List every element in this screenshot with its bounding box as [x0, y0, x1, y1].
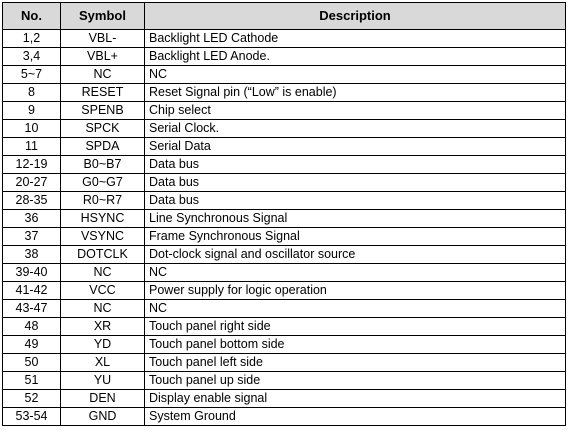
table-row: [3, 246, 566, 264]
table-row: [3, 408, 566, 426]
pin-number-cell: 48: [3, 318, 61, 336]
pin-description-cell: Line Synchronous Signal: [145, 210, 566, 228]
pin-description-cell: Data bus: [145, 156, 566, 174]
pin-description-cell: Display enable signal: [145, 390, 566, 408]
pin-description-cell: Frame Synchronous Signal: [145, 228, 566, 246]
pin-symbol-cell: SPDA: [61, 138, 145, 156]
pin-number-cell: 37: [3, 228, 61, 246]
pin-number-cell: 8: [3, 84, 61, 102]
pin-symbol-cell: G0~G7: [61, 174, 145, 192]
pin-number-cell: 12-19: [3, 156, 61, 174]
pin-number-cell: 51: [3, 372, 61, 390]
table-row: [3, 318, 566, 336]
table-row: [3, 354, 566, 372]
pin-number-cell: 10: [3, 120, 61, 138]
table-row: [3, 174, 566, 192]
pin-number-cell: 50: [3, 354, 61, 372]
pin-description-cell: Backlight LED Anode.: [145, 48, 566, 66]
table-row: [3, 48, 566, 66]
pin-description-cell: Serial Clock.: [145, 120, 566, 138]
pin-number-cell: 52: [3, 390, 61, 408]
table-body: [3, 30, 566, 426]
pin-number-cell: 3,4: [3, 48, 61, 66]
pin-symbol-cell: VBL+: [61, 48, 145, 66]
pin-number-cell: 36: [3, 210, 61, 228]
pin-description-cell: Backlight LED Cathode: [145, 30, 566, 48]
pin-symbol-cell: DEN: [61, 390, 145, 408]
pin-symbol-cell: B0~B7: [61, 156, 145, 174]
pin-symbol-cell: DOTCLK: [61, 246, 145, 264]
pin-number-cell: 53-54: [3, 408, 61, 426]
header-no: No.: [3, 3, 61, 30]
pin-description-cell: NC: [145, 264, 566, 282]
pin-symbol-cell: YD: [61, 336, 145, 354]
pin-description-cell: Touch panel bottom side: [145, 336, 566, 354]
table-row: [3, 120, 566, 138]
pin-symbol-cell: SPCK: [61, 120, 145, 138]
pin-number-cell: 41-42: [3, 282, 61, 300]
pin-number-cell: 11: [3, 138, 61, 156]
pin-symbol-cell: SPENB: [61, 102, 145, 120]
table-row: [3, 372, 566, 390]
table-row: [3, 390, 566, 408]
pin-symbol-cell: NC: [61, 264, 145, 282]
table-header: [3, 3, 566, 30]
pin-description-cell: Reset Signal pin (“Low” is enable): [145, 84, 566, 102]
table-row: [3, 66, 566, 84]
pin-number-cell: 39-40: [3, 264, 61, 282]
table-row: [3, 210, 566, 228]
table-row: [3, 282, 566, 300]
pin-description-cell: Touch panel up side: [145, 372, 566, 390]
table-row: [3, 228, 566, 246]
pin-description-cell: Data bus: [145, 174, 566, 192]
pin-description-cell: Touch panel right side: [145, 318, 566, 336]
pin-description-table: [2, 2, 566, 426]
pin-symbol-cell: RESET: [61, 84, 145, 102]
pin-number-cell: 5~7: [3, 66, 61, 84]
pin-description-cell: Chip select: [145, 102, 566, 120]
pin-description-cell: NC: [145, 300, 566, 318]
pin-symbol-cell: VSYNC: [61, 228, 145, 246]
pin-description-cell: Power supply for logic operation: [145, 282, 566, 300]
pin-description-table-container: [2, 2, 566, 426]
table-row: [3, 84, 566, 102]
table-row: [3, 336, 566, 354]
pin-number-cell: 1,2: [3, 30, 61, 48]
pin-description-cell: Data bus: [145, 192, 566, 210]
table-row: [3, 138, 566, 156]
table-row: [3, 30, 566, 48]
pin-symbol-cell: XL: [61, 354, 145, 372]
pin-number-cell: 20-27: [3, 174, 61, 192]
pin-symbol-cell: VBL-: [61, 30, 145, 48]
pin-symbol-cell: YU: [61, 372, 145, 390]
header-row: [3, 3, 566, 30]
pin-description-cell: Dot-clock signal and oscillator source: [145, 246, 566, 264]
pin-symbol-cell: NC: [61, 66, 145, 84]
pin-number-cell: 38: [3, 246, 61, 264]
pin-description-cell: Touch panel left side: [145, 354, 566, 372]
header-description: Description: [145, 3, 566, 30]
pin-number-cell: 9: [3, 102, 61, 120]
table-row: [3, 264, 566, 282]
pin-number-cell: 28-35: [3, 192, 61, 210]
pin-number-cell: 43-47: [3, 300, 61, 318]
pin-symbol-cell: GND: [61, 408, 145, 426]
pin-number-cell: 49: [3, 336, 61, 354]
pin-description-cell: NC: [145, 66, 566, 84]
table-row: [3, 300, 566, 318]
pin-symbol-cell: HSYNC: [61, 210, 145, 228]
pin-symbol-cell: XR: [61, 318, 145, 336]
table-row: [3, 156, 566, 174]
pin-symbol-cell: VCC: [61, 282, 145, 300]
header-symbol: Symbol: [61, 3, 145, 30]
pin-description-cell: Serial Data: [145, 138, 566, 156]
pin-symbol-cell: NC: [61, 300, 145, 318]
pin-symbol-cell: R0~R7: [61, 192, 145, 210]
table-row: [3, 102, 566, 120]
pin-description-cell: System Ground: [145, 408, 566, 426]
table-row: [3, 192, 566, 210]
